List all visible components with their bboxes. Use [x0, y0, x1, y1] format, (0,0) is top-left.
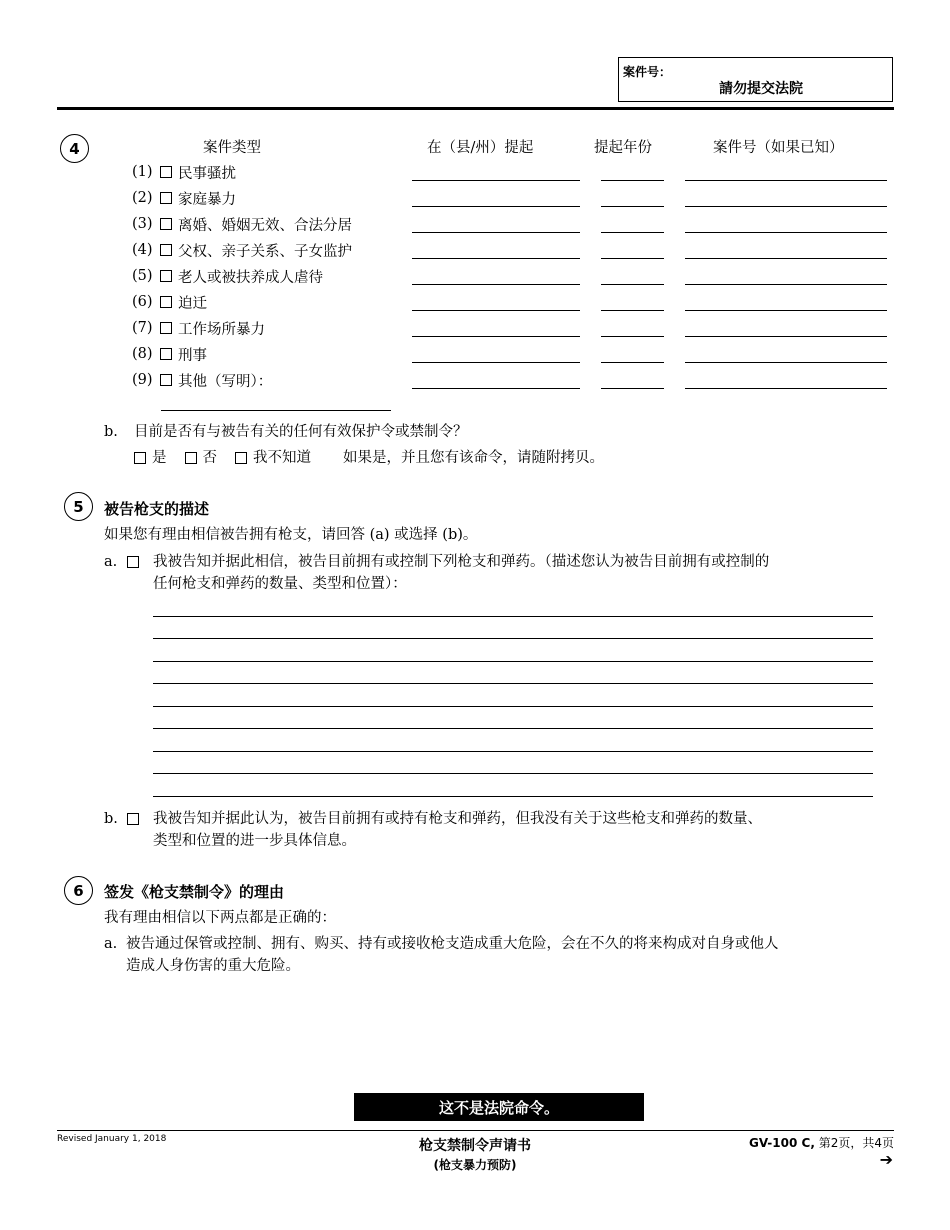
section-6a-label: a. — [104, 936, 118, 952]
checkbox-no[interactable] — [185, 452, 197, 464]
option-yes-label: 是 — [152, 450, 167, 466]
case-type-checkbox[interactable] — [160, 322, 172, 334]
firearm-description-line[interactable] — [153, 728, 873, 729]
next-page-arrow-icon: ➔ — [879, 1150, 893, 1169]
section-5b-checkbox[interactable] — [127, 813, 139, 825]
case-type-row — [132, 343, 207, 365]
case-type-row — [132, 213, 352, 235]
case-number-line[interactable] — [685, 180, 887, 181]
case-type-label: 迫迁 — [178, 295, 207, 312]
section-4b-options — [134, 447, 604, 469]
section-5b-text-line1: 我被告知并据此认为，被告目前拥有或持有枪支和弹药，但我没有关于这些枪支和弹药的数量、 — [153, 811, 762, 827]
filed-in-line[interactable] — [412, 336, 580, 337]
case-type-label: 父权、亲子关系、子女监护 — [178, 243, 352, 260]
checkbox-dont-know[interactable] — [235, 452, 247, 464]
firearm-description-line[interactable] — [153, 706, 873, 707]
case-type-number: (8) — [132, 346, 153, 362]
case-number-box — [618, 57, 893, 102]
section-5a-text-line1: 我被告知并据此相信，被告目前拥有或控制下列枪支和弹药。（描述您认为被告目前拥有或控制的 — [153, 554, 770, 570]
case-type-row — [132, 369, 272, 391]
case-type-number: (4) — [132, 242, 153, 258]
firearm-description-line[interactable] — [153, 773, 873, 774]
case-type-number: (9) — [132, 372, 153, 388]
section-5a-text-line2: 任何枪支和弹药的数量、类型和位置）： — [153, 576, 407, 592]
footer-divider — [57, 1130, 894, 1131]
case-type-row — [132, 265, 323, 287]
page-info: 第2页，共4页 — [818, 1136, 894, 1150]
column-header-filed-in: 在（县/州）提起 — [427, 140, 534, 156]
case-type-checkbox[interactable] — [160, 296, 172, 308]
case-type-row — [132, 161, 236, 183]
section-5a-label: a. — [104, 554, 118, 570]
firearm-description-line[interactable] — [153, 796, 873, 797]
case-type-number: (2) — [132, 190, 153, 206]
case-type-checkbox[interactable] — [160, 244, 172, 256]
case-number-label: 案件号： — [623, 65, 672, 79]
filed-in-line[interactable] — [412, 362, 580, 363]
filed-in-line[interactable] — [412, 232, 580, 233]
case-type-number: (1) — [132, 164, 153, 180]
filed-in-line[interactable] — [412, 258, 580, 259]
case-number-line[interactable] — [685, 206, 887, 207]
case-type-label: 工作场所暴力 — [178, 321, 265, 338]
revised-date: Revised January 1, 2018 — [57, 1134, 167, 1144]
firearm-description-line[interactable] — [153, 638, 873, 639]
case-type-checkbox[interactable] — [160, 374, 172, 386]
case-type-row — [132, 317, 265, 339]
case-type-number: (6) — [132, 294, 153, 310]
section-4-number: 4 — [60, 134, 89, 163]
form-title: 枪支禁制令声请书 — [419, 1138, 531, 1154]
section-4b-note: 如果是，并且您有该命令，请随附拷贝。 — [343, 450, 604, 466]
option-dont-know-label: 我不知道 — [253, 450, 311, 466]
year-line[interactable] — [601, 180, 664, 181]
checkbox-yes[interactable] — [134, 452, 146, 464]
case-type-row — [132, 291, 207, 313]
filed-in-line[interactable] — [412, 310, 580, 311]
section-5-number: 5 — [64, 492, 93, 521]
case-type-label: 离婚、婚姻无效、合法分居 — [178, 217, 352, 234]
form-id-page — [749, 1134, 894, 1151]
case-type-checkbox[interactable] — [160, 348, 172, 360]
case-type-label: 其他（写明）： — [178, 373, 273, 390]
form-subtitle: (枪支暴力预防) — [433, 1158, 517, 1172]
year-line[interactable] — [601, 232, 664, 233]
section-6-title: 签发《枪支禁制令》的理由 — [104, 883, 285, 901]
case-number-line[interactable] — [685, 232, 887, 233]
case-number-line[interactable] — [685, 310, 887, 311]
filed-in-line[interactable] — [412, 284, 580, 285]
case-number-line[interactable] — [685, 284, 887, 285]
year-line[interactable] — [601, 206, 664, 207]
case-number-line[interactable] — [685, 362, 887, 363]
other-specify-line[interactable] — [161, 410, 391, 411]
section-5a-checkbox[interactable] — [127, 556, 139, 568]
section-5b-text-line2: 类型和位置的进一步具体信息。 — [153, 833, 356, 849]
case-type-checkbox[interactable] — [160, 166, 172, 178]
case-type-row — [132, 239, 352, 261]
section-6a-text-line2: 造成人身伤害的重大危险。 — [126, 958, 300, 974]
option-no-label: 否 — [202, 450, 217, 466]
case-type-label: 刑事 — [178, 347, 207, 364]
case-type-number: (5) — [132, 268, 153, 284]
filed-in-line[interactable] — [412, 206, 580, 207]
year-line[interactable] — [601, 310, 664, 311]
filed-in-line[interactable] — [412, 388, 580, 389]
section-6-number: 6 — [64, 876, 93, 905]
form-id: GV-100 C, — [749, 1136, 815, 1150]
year-line[interactable] — [601, 362, 664, 363]
section-4b-question: 目前是否有与被告有关的任何有效保护令或禁制令？ — [134, 424, 468, 440]
case-number-note: 請勿提交法院 — [719, 81, 803, 97]
column-header-case-type: 案件类型 — [203, 140, 261, 156]
year-line[interactable] — [601, 388, 664, 389]
year-line[interactable] — [601, 284, 664, 285]
section-5-intro: 如果您有理由相信被告拥有枪支，请回答 (a) 或选择 (b)。 — [104, 527, 478, 543]
section-6a-text-line1: 被告通过保管或控制、拥有、购买、持有或接收枪支造成重大危险，会在不久的将来构成对自身或他人 — [126, 936, 779, 952]
header-divider — [57, 107, 894, 110]
case-number-line[interactable] — [685, 336, 887, 337]
case-type-row — [132, 187, 236, 209]
case-type-checkbox[interactable] — [160, 192, 172, 204]
section-5b-label: b. — [104, 811, 118, 827]
case-number-line[interactable] — [685, 258, 887, 259]
firearm-description-line[interactable] — [153, 751, 873, 752]
filed-in-line[interactable] — [412, 180, 580, 181]
case-type-checkbox[interactable] — [160, 218, 172, 230]
firearm-description-line[interactable] — [153, 683, 873, 684]
case-type-label: 民事骚扰 — [178, 165, 236, 182]
case-type-label: 家庭暴力 — [178, 191, 236, 208]
year-line[interactable] — [601, 258, 664, 259]
section-4b-label: b. — [104, 424, 118, 440]
not-court-order-notice: 这不是法院命令。 — [354, 1093, 644, 1121]
case-type-number: (3) — [132, 216, 153, 232]
case-type-label: 老人或被扶养成人虐待 — [178, 269, 323, 286]
column-header-year: 提起年份 — [594, 140, 652, 156]
firearm-description-line[interactable] — [153, 616, 873, 617]
case-type-checkbox[interactable] — [160, 270, 172, 282]
case-number-line[interactable] — [685, 388, 887, 389]
year-line[interactable] — [601, 336, 664, 337]
firearm-description-line[interactable] — [153, 661, 873, 662]
section-5-title: 被告枪支的描述 — [104, 500, 210, 518]
case-type-number: (7) — [132, 320, 153, 336]
section-6-intro: 我有理由相信以下两点都是正确的： — [104, 910, 336, 926]
column-header-case-number: 案件号（如果已知） — [713, 140, 844, 156]
